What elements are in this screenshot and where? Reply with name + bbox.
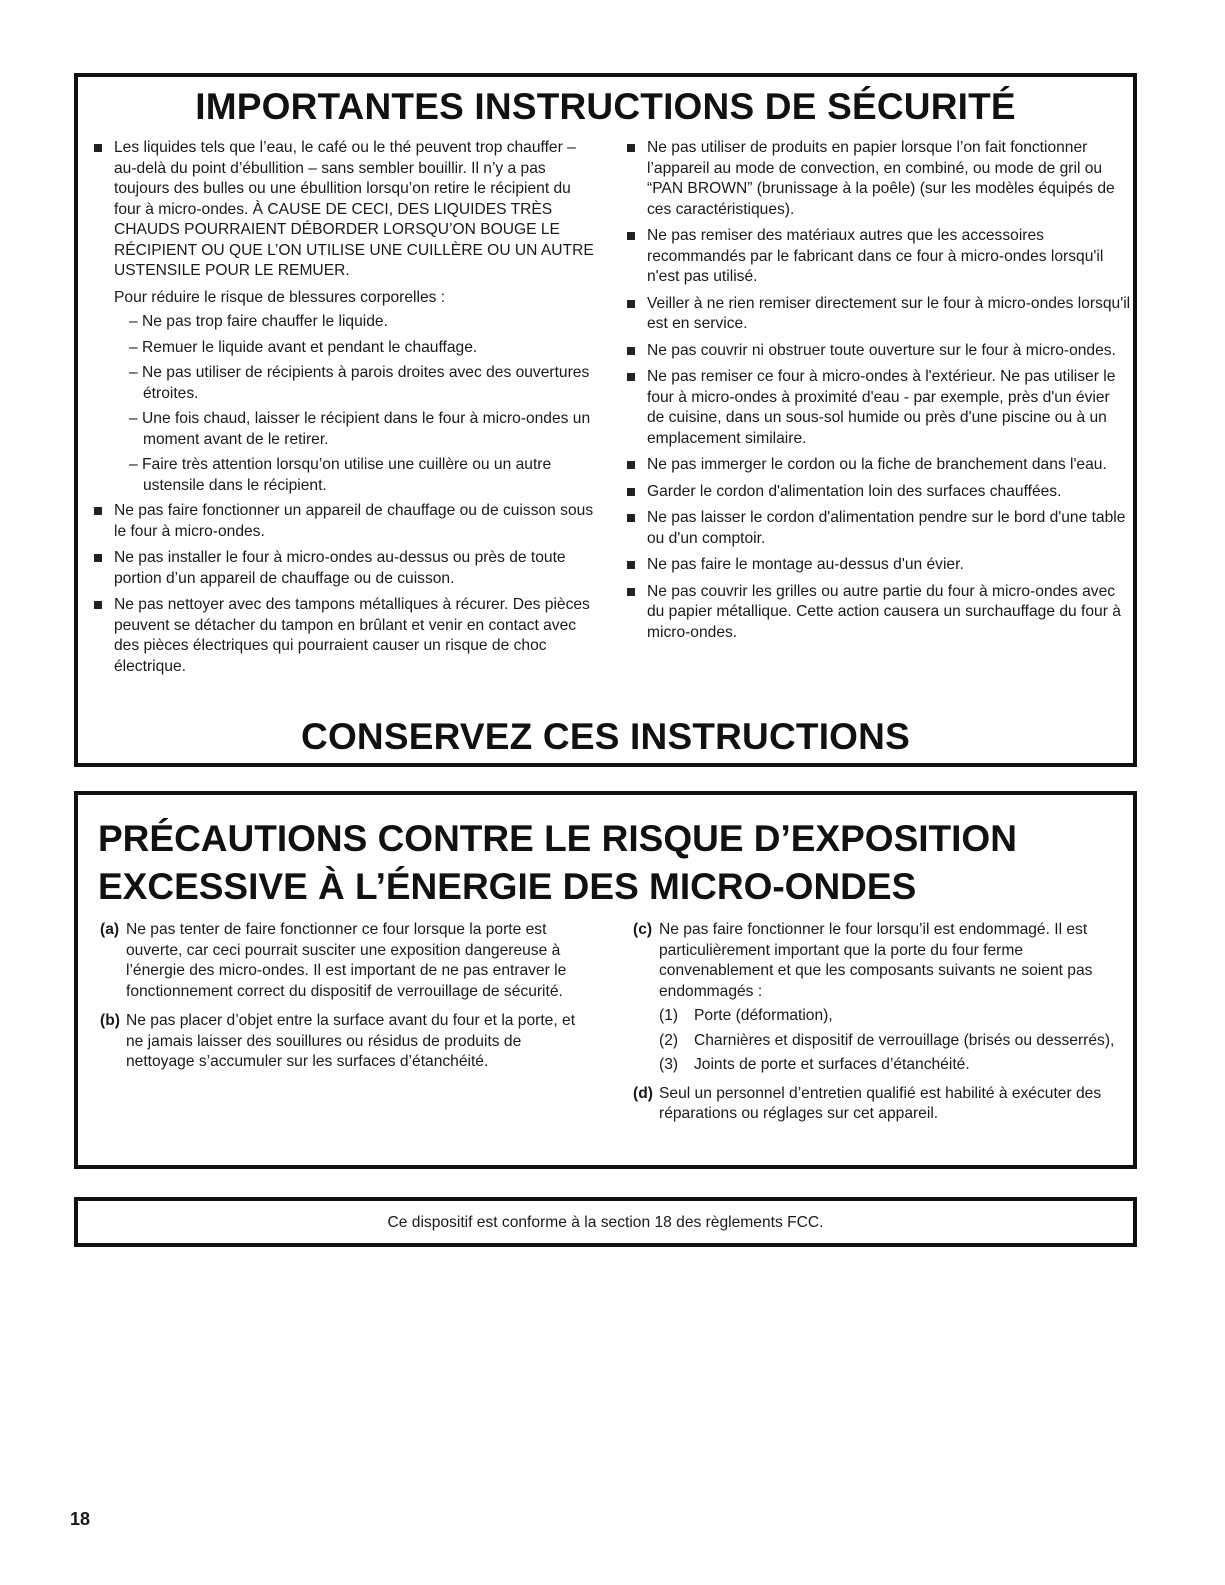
component-text: Porte (déformation), (694, 1007, 833, 1024)
precaution-text: Ne pas tenter de faire fonctionner ce four lorsque la porte est ouverte, car ceci pourrait susciter une exposition dangereuse à l’énergie des micro-ondes. Il est important de ne pas entraver le fonctionnement correct du dispositif de verrouillage de sécurité. (126, 921, 567, 1000)
component-number: (1) (659, 1007, 679, 1024)
precaution-label: (d) (633, 1084, 653, 1102)
fcc-box (74, 1197, 1137, 1247)
precautions-title-line2: EXCESSIVE À L’ÉNERGIE DES MICRO-ONDES (98, 866, 917, 907)
precaution-a (88, 920, 593, 1002)
bullet-item: Ne pas couvrir les grilles ou autre partie du four à micro-ondes avec du papier métallique. Cette action causera un surchauffage du four à micro-ondes. (621, 582, 1131, 644)
dash-item: – Remuer le liquide avant et pendant le chauffage. (129, 338, 478, 356)
bullet-item: Garder le cordon d'alimentation loin des surfaces chauffées. (621, 482, 1131, 503)
precaution-label: (c) (633, 921, 653, 938)
bullet-item: Ne pas remiser des matériaux autres que les accessoires recommandés par le fabricant dans ce four à micro-ondes lorsqu'il n'est pas utilisé. (621, 226, 1131, 288)
dash-item: – Ne pas utiliser de récipients à parois droites avec des ouvertures étroites. (129, 364, 590, 402)
precautions-title (98, 815, 1123, 911)
bullet-item: Ne pas couvrir ni obstruer toute ouverture sur le four à micro-ondes. (621, 341, 1131, 362)
dash-item: – Faire très attention lorsqu’on utilise une cuillère ou un autre ustensile dans le récipient. (129, 456, 552, 494)
bullet-item: Ne pas laisser le cordon d'alimentation pendre sur le bord d'une table ou d'un comptoir. (621, 508, 1131, 549)
component-number: (3) (659, 1056, 679, 1073)
component-text: Charnières et dispositif de verrouillage (brisés ou desserrés), (694, 1031, 1115, 1049)
precautions-right-column (621, 920, 1131, 1134)
safety-left-column (88, 138, 598, 683)
precautions-box (74, 791, 1137, 1169)
bullet-item: Ne pas installer le four à micro-ondes au-dessus ou près de toute portion d’un appareil de chauffage ou de cuisson. (88, 548, 598, 589)
fcc-compliance-text: Ce dispositif est conforme à la section 18 des règlements FCC. (387, 1214, 824, 1231)
precaution-b (88, 1011, 593, 1073)
precaution-text: Seul un personnel d’entretien qualifié est habilité à exécuter des réparations ou réglages sur cet appareil. (659, 1084, 1102, 1122)
bullet-item: Ne pas nettoyer avec des tampons métalliques à récurer. Des pièces peuvent se détacher du tampon en brûlant et venir en contact avec des pièces électriques qui pourraient causer un risque de choc électrique. (88, 595, 598, 677)
bullet-liquids: Les liquides tels que l’eau, le café ou le thé peuvent trop chauffer – au-delà du point d’ébullition – sans sembler bouillir. Il n’y a pas toujours des bulles ou une ébullition lorsqu’on retire le récipient du four à micro-ondes. À CAUSE DE CECI, DES LIQUIDES TRÈS CHAUDS POURRAIENT DÉBORDER LORSQU’ON BOUGE LE RÉCIPIENT OU QUE L’ON UTILISE UNE CUILLÈRE OU UN AUTRE USTENSILE POUR LE REMUER. (88, 138, 598, 282)
safety-right-column (621, 138, 1131, 649)
dash-item: – Une fois chaud, laisser le récipient dans le four à micro-ondes un moment avant de le retirer. (129, 410, 591, 448)
component-text: Joints de porte et surfaces d’étanchéité. (694, 1056, 970, 1073)
dash-item: – Ne pas trop faire chauffer le liquide. (129, 313, 388, 330)
precaution-label: (b) (100, 1012, 120, 1029)
component-item (621, 1006, 1131, 1027)
precaution-label: (a) (100, 921, 120, 938)
safety-title: IMPORTANTES INSTRUCTIONS DE SÉCURITÉ (195, 86, 1016, 127)
bullet-item: Ne pas faire fonctionner un appareil de chauffage ou de cuisson sous le four à micro-ondes. (88, 501, 598, 542)
precaution-text: Ne pas placer d’objet entre la surface avant du four et la porte, et ne jamais laisser des souillures ou résidus de produits de nettoyage s’accumuler sur les surfaces d’étanchéité. (126, 1012, 576, 1070)
precautions-title-line1: PRÉCAUTIONS CONTRE LE RISQUE D’EXPOSITION (98, 818, 1017, 859)
injury-intro: Pour réduire le risque de blessures corporelles : (114, 288, 446, 306)
save-instructions-heading: CONSERVEZ CES INSTRUCTIONS (301, 716, 910, 757)
component-item (621, 1031, 1131, 1052)
bullet-item: Ne pas faire le montage au-dessus d'un évier. (621, 555, 1131, 576)
precautions-left-column (88, 920, 593, 1082)
bullet-item: Ne pas immerger le cordon ou la fiche de branchement dans l'eau. (621, 455, 1131, 476)
precaution-text: Ne pas faire fonctionner le four lorsqu’il est endommagé. Il est particulièrement important que la porte du four ferme convenablement et que les composants suivants ne soient pas endommagés : (659, 921, 1093, 1000)
bullet-item: Veiller à ne rien remiser directement sur le four à micro-ondes lorsqu'il est en service. (621, 294, 1131, 335)
component-number: (2) (659, 1031, 679, 1049)
safety-instructions-box (74, 73, 1137, 767)
bullet-item: Ne pas remiser ce four à micro-ondes à l'extérieur. Ne pas utiliser le four à micro-ondes à proximité d'eau - par exemple, près d'un évier de cuisine, dans un sous-sol humide ou près d'une piscine ou à un emplacement similaire. (621, 367, 1131, 449)
page-number: 18 (70, 1509, 91, 1529)
precaution-d (621, 1084, 1131, 1125)
component-item (621, 1055, 1131, 1076)
precaution-c (621, 920, 1131, 1002)
bullet-item: Ne pas utiliser de produits en papier lorsque l’on fait fonctionner l’appareil au mode de convection, en combiné, ou mode de gril ou “PAN BROWN” (brunissage à la poêle) (sur les modèles équipés de ces caractéristiques). (621, 138, 1131, 220)
